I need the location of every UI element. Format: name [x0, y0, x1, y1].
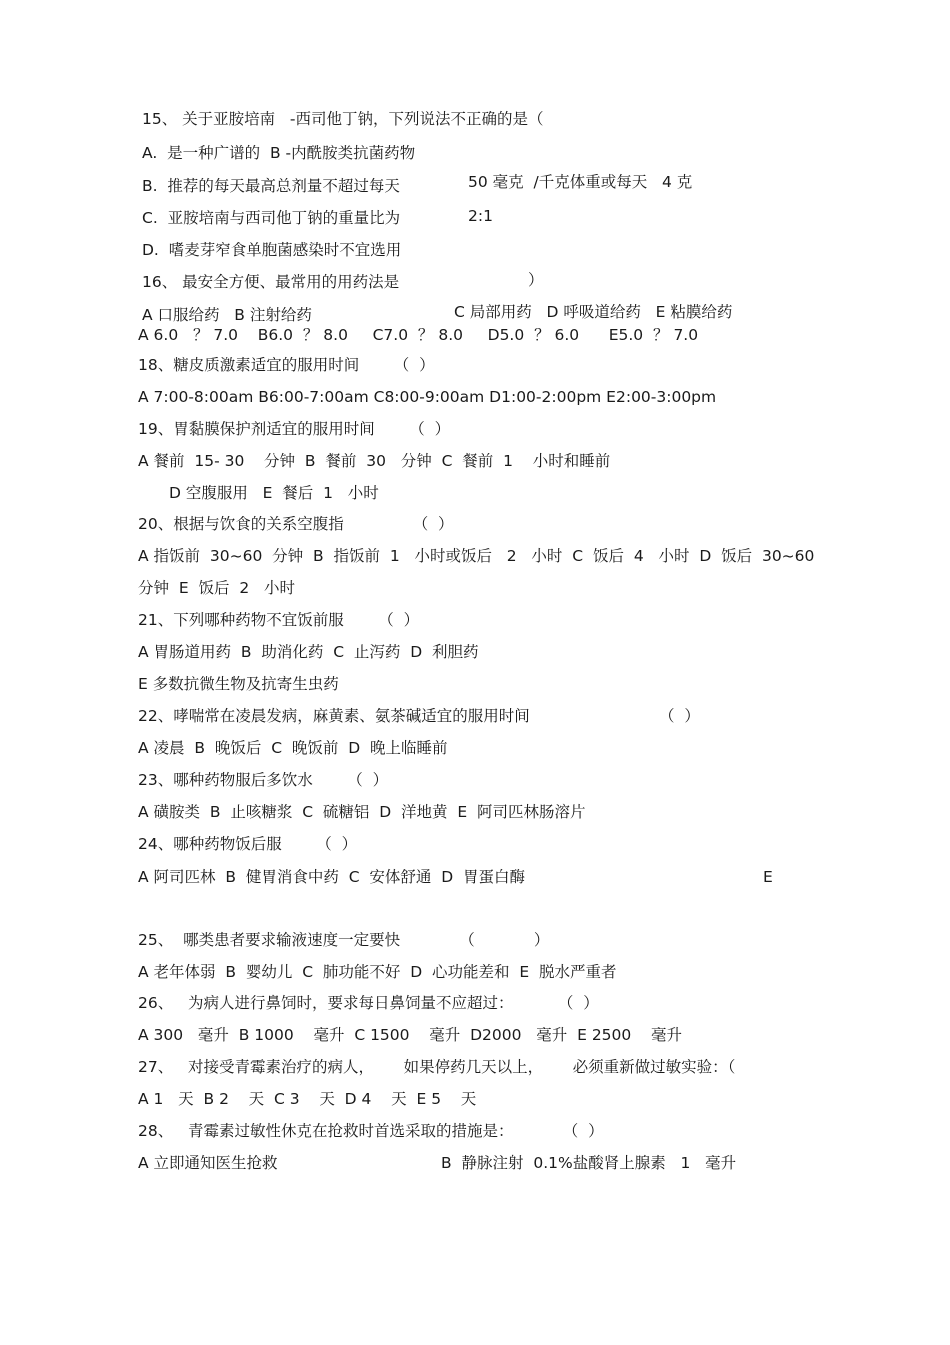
q25-options: A 老年体弱 B 婴幼儿 C 肺功能不好 D 心功能差和 E 脱水严重者: [138, 963, 617, 981]
q19-stem: 19、胃黏膜保护剂适宜的服用时间 （ ）: [138, 420, 451, 438]
q25-stem: 25、 哪类患者要求输液速度一定要快 （ ）: [138, 931, 550, 949]
q15-option-a: A. 是一种广谱的 B -内酰胺类抗菌药物: [142, 144, 416, 162]
q23-options: A 磺胺类 B 止咳糖浆 C 硫糖铝 D 洋地黄 E 阿司匹林肠溶片: [138, 803, 586, 821]
q27-stem: 27、 对接受青霉素治疗的病人， 如果停药几天以上， 必须重新做过敏实验：（: [138, 1058, 736, 1076]
q21-options-cont: E 多数抗微生物及抗寄生虫药: [138, 675, 339, 693]
q26-options: A 300 毫升 B 1000 毫升 C 1500 毫升 D2000 毫升 E 2500 毫升: [138, 1026, 682, 1044]
q26-stem: 26、 为病人进行鼻饲时，要求每日鼻饲量不应超过： （ ）: [138, 994, 599, 1012]
q24-stem: 24、哪种药物饭后服 （ ）: [138, 835, 358, 853]
q20-options: A 指饭前 30~60 分钟 B 指饭前 1 小时或饭后 2 小时 C 饭后 4 小时 D 饭后 30~60: [138, 547, 815, 565]
q20-stem: 20、根据与饮食的关系空腹指 （ ）: [138, 515, 454, 533]
q18-stem: 18、糖皮质激素适宜的服用时间 （ ）: [138, 356, 435, 374]
q15-option-c: C. 亚胺培南与西司他丁钠的重量比为: [142, 209, 401, 227]
q15-stem: 15、 关于亚胺培南 -西司他丁钠，下列说法不正确的是（: [142, 110, 544, 128]
q16-stem: 16、 最安全方便、最常用的用药法是: [142, 273, 400, 291]
q19-options-cont: D 空腹服用 E 餐后 1 小时: [169, 484, 379, 502]
q28-stem: 28、 青霉素过敏性休克在抢救时首选采取的措施是： （ ）: [138, 1122, 604, 1140]
q15-option-b: B. 推荐的每天最高总剂量不超过每天: [142, 177, 400, 195]
q22-options: A 凌晨 B 晚饭后 C 晚饭前 D 晚上临睡前: [138, 739, 448, 757]
q16-options-cde: C 局部用药 D 呼吸道给药 E 粘膜给药: [454, 303, 733, 321]
q16-close-paren: ）: [528, 271, 544, 289]
q28-option-a: A 立即通知医生抢救: [138, 1154, 278, 1172]
q24-options: A 阿司匹林 B 健胃消食中药 C 安体舒通 D 胃蛋白酶: [138, 868, 526, 886]
q27-options: A 1 天 B 2 天 C 3 天 D 4 天 E 5 天: [138, 1090, 477, 1108]
q28-option-b: B 静脉注射 0.1%盐酸肾上腺素 1 毫升: [441, 1154, 737, 1172]
q23-stem: 23、哪种药物服后多饮水 （ ）: [138, 771, 389, 789]
q19-options: A 餐前 15- 30 分钟 B 餐前 30 分钟 C 餐前 1 小时和睡前: [138, 452, 611, 470]
q22-paren: （ ）: [659, 707, 700, 725]
q24-option-e: E: [763, 868, 773, 886]
q15-option-c-cont: 2:1: [468, 207, 493, 225]
q16-options-ab: A 口服给药 B 注射给药: [142, 306, 312, 324]
q15-option-d: D. 嗜麦芽窄食单胞菌感染时不宜选用: [142, 241, 402, 259]
q15-option-b-cont: 50 毫克 /千克体重或每天 4 克: [468, 173, 693, 191]
q22-stem: 22、哮喘常在凌晨发病，麻黄素、氨茶碱适宜的服用时间: [138, 707, 530, 725]
q20-options-cont: 分钟 E 饭后 2 小时: [138, 579, 295, 597]
q21-options: A 胃肠道用药 B 助消化药 C 止泻药 D 利胆药: [138, 643, 479, 661]
q21-stem: 21、下列哪种药物不宜饭前服 （ ）: [138, 611, 420, 629]
q17-options: A 6.0 ？ 7.0 B6.0 ？ 8.0 C7.0 ？ 8.0 D5.0 ？ 6.0 E5.0 ？ 7.0: [138, 326, 699, 344]
q18-options: A 7:00-8:00am B6:00-7:00am C8:00-9:00am D1:00-2:00pm E2:00-3:00pm: [138, 388, 717, 406]
